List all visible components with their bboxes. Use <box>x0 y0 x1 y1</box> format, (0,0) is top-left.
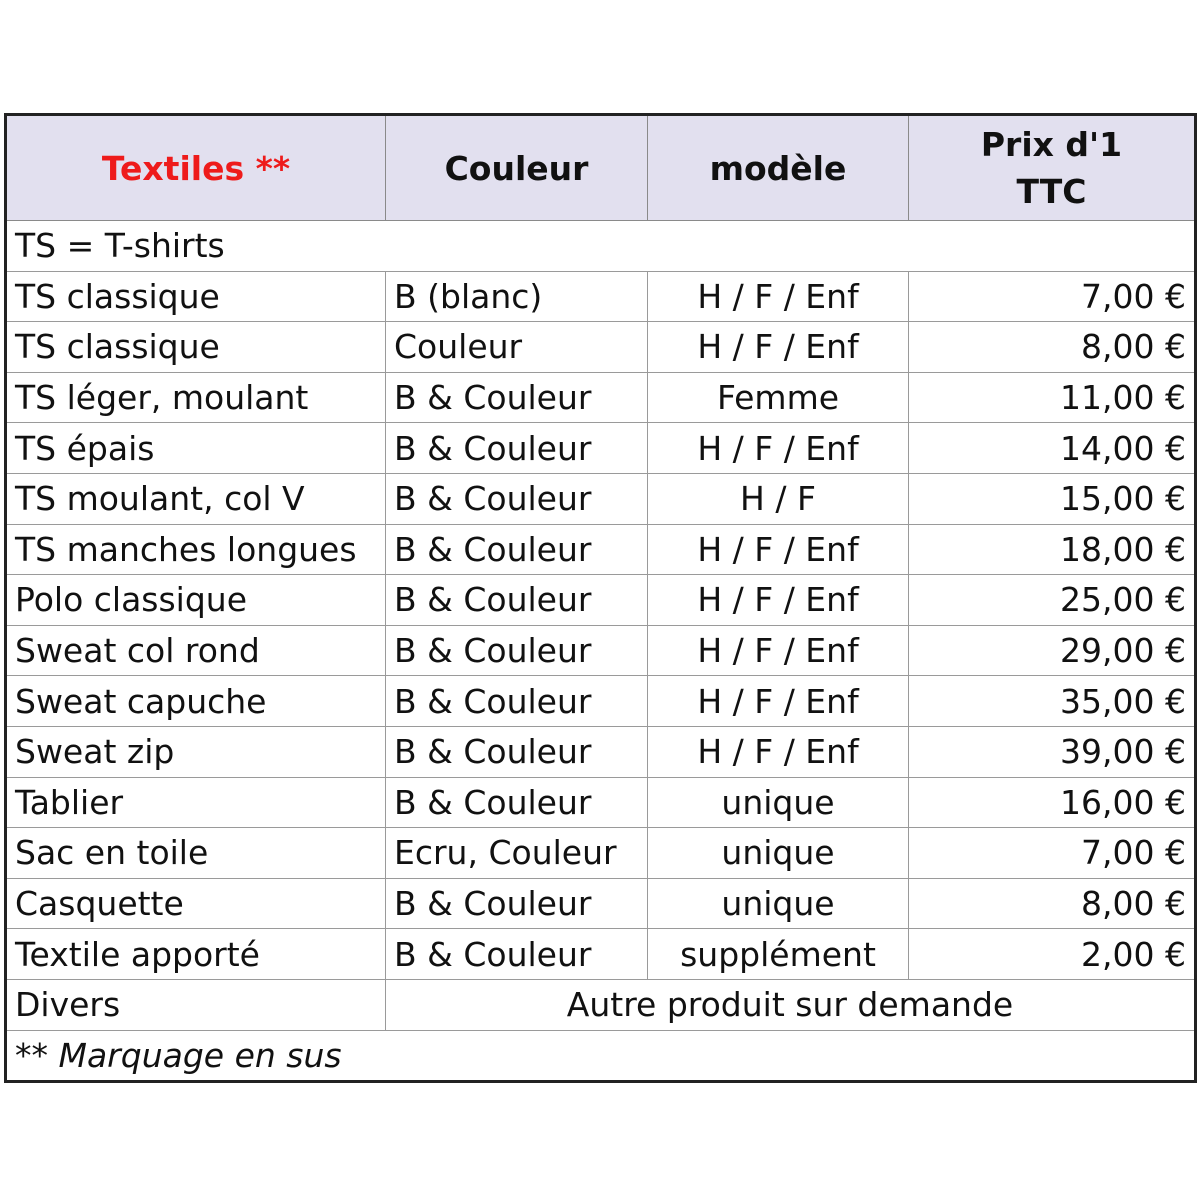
table-row <box>6 524 1196 575</box>
couleur-cell: B & Couleur <box>386 372 648 423</box>
product-name-cell: Tablier <box>6 777 386 828</box>
product-name-cell: Sac en toile <box>6 828 386 879</box>
couleur-cell: B & Couleur <box>386 777 648 828</box>
table-row <box>6 322 1196 373</box>
prix-cell: 16,00 € <box>909 777 1196 828</box>
modele-cell: supplément <box>648 929 909 980</box>
product-name-cell: Sweat zip <box>6 726 386 777</box>
prix-cell: 18,00 € <box>909 524 1196 575</box>
prix-cell: 35,00 € <box>909 676 1196 727</box>
couleur-cell: B & Couleur <box>386 524 648 575</box>
header-prix-line1: Prix d'1 <box>980 125 1123 164</box>
product-name-cell: Sweat col rond <box>6 625 386 676</box>
couleur-cell: B & Couleur <box>386 676 648 727</box>
table-row <box>6 929 1196 980</box>
modele-cell: H / F / Enf <box>648 423 909 474</box>
header-couleur: Couleur <box>386 115 648 221</box>
couleur-cell: Couleur <box>386 322 648 373</box>
couleur-cell: B (blanc) <box>386 271 648 322</box>
legend-cell: TS = T-shirts <box>6 221 1196 272</box>
prix-cell: 8,00 € <box>909 878 1196 929</box>
product-name-cell: TS classique <box>6 271 386 322</box>
prix-cell: 8,00 € <box>909 322 1196 373</box>
table-row <box>6 423 1196 474</box>
modele-cell: H / F / Enf <box>648 726 909 777</box>
prix-cell: 15,00 € <box>909 473 1196 524</box>
modele-cell: H / F / Enf <box>648 271 909 322</box>
prix-cell: 39,00 € <box>909 726 1196 777</box>
modele-cell: unique <box>648 878 909 929</box>
header-prix <box>909 115 1196 221</box>
couleur-cell: B & Couleur <box>386 423 648 474</box>
prix-cell: 14,00 € <box>909 423 1196 474</box>
modele-cell: H / F / Enf <box>648 524 909 575</box>
table-row <box>6 271 1196 322</box>
table-row <box>6 777 1196 828</box>
divers-name-cell: Divers <box>6 979 386 1030</box>
couleur-cell: B & Couleur <box>386 575 648 626</box>
modele-cell: H / F / Enf <box>648 575 909 626</box>
modele-cell: H / F / Enf <box>648 322 909 373</box>
couleur-cell: B & Couleur <box>386 473 648 524</box>
header-row <box>6 115 1196 221</box>
prix-cell: 7,00 € <box>909 828 1196 879</box>
product-name-cell: Textile apporté <box>6 929 386 980</box>
product-name-cell: TS épais <box>6 423 386 474</box>
divers-text-cell: Autre produit sur demande <box>386 979 1196 1030</box>
product-name-cell: TS moulant, col V <box>6 473 386 524</box>
legend-row <box>6 221 1196 272</box>
prix-cell: 7,00 € <box>909 271 1196 322</box>
couleur-cell: B & Couleur <box>386 625 648 676</box>
couleur-cell: B & Couleur <box>386 929 648 980</box>
product-name-cell: TS léger, moulant <box>6 372 386 423</box>
table-row <box>6 726 1196 777</box>
modele-cell: H / F / Enf <box>648 625 909 676</box>
couleur-cell: B & Couleur <box>386 726 648 777</box>
header-textiles: Textiles ** <box>6 115 386 221</box>
header-modele: modèle <box>648 115 909 221</box>
modele-cell: H / F <box>648 473 909 524</box>
table-row <box>6 878 1196 929</box>
product-name-cell: TS manches longues <box>6 524 386 575</box>
table-row <box>6 372 1196 423</box>
product-name-cell: TS classique <box>6 322 386 373</box>
modele-cell: H / F / Enf <box>648 676 909 727</box>
product-name-cell: Casquette <box>6 878 386 929</box>
divers-row <box>6 979 1196 1030</box>
modele-cell: unique <box>648 828 909 879</box>
product-name-cell: Polo classique <box>6 575 386 626</box>
prix-cell: 2,00 € <box>909 929 1196 980</box>
table-row <box>6 473 1196 524</box>
table-row <box>6 625 1196 676</box>
prix-cell: 29,00 € <box>909 625 1196 676</box>
table-row <box>6 676 1196 727</box>
footnote-cell: ** Marquage en sus <box>6 1030 1196 1082</box>
couleur-cell: Ecru, Couleur <box>386 828 648 879</box>
footnote-row <box>6 1030 1196 1082</box>
couleur-cell: B & Couleur <box>386 878 648 929</box>
table-row <box>6 828 1196 879</box>
table-row <box>6 575 1196 626</box>
product-name-cell: Sweat capuche <box>6 676 386 727</box>
modele-cell: Femme <box>648 372 909 423</box>
header-prix-line2: TTC <box>1016 172 1087 211</box>
prix-cell: 11,00 € <box>909 372 1196 423</box>
prix-cell: 25,00 € <box>909 575 1196 626</box>
modele-cell: unique <box>648 777 909 828</box>
price-table <box>4 113 1197 1083</box>
